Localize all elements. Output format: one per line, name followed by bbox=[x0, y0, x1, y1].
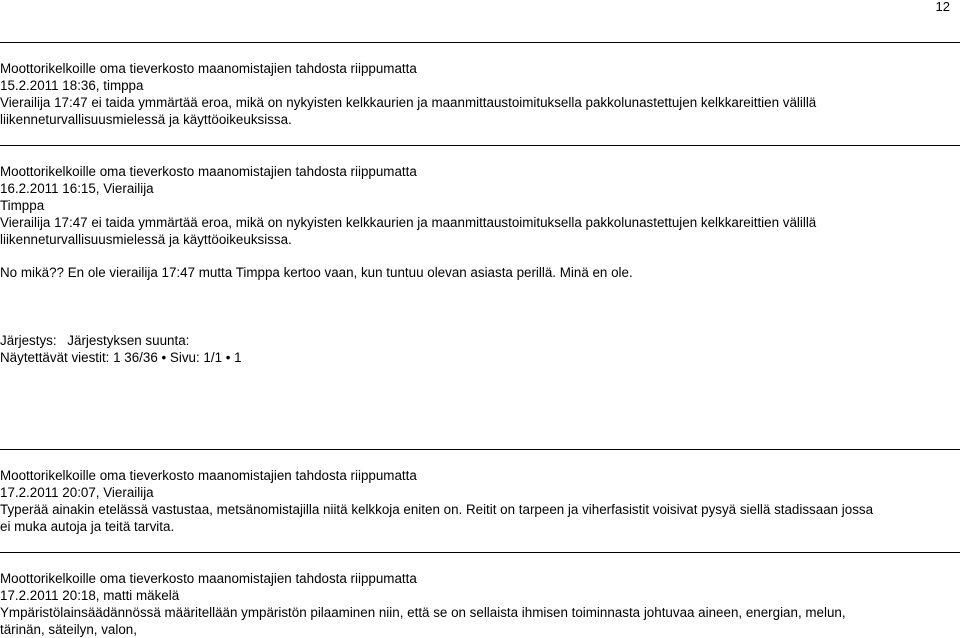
post-meta: 15.2.2011 18:36, timppa bbox=[0, 78, 144, 93]
sort-row bbox=[0, 332, 189, 349]
post-body-line: Ympäristölainsäädännössä määritellään ympäristön pilaaminen niin, että se on sellaista ihmisen toiminnasta johtuvaa aineen, energian, melun, bbox=[0, 605, 846, 620]
post-body-line: tärinän, säteilyn, valon, bbox=[0, 622, 137, 637]
post-body-line: liikenneturvallisuusmielessä ja käyttöoikeuksissa. bbox=[0, 112, 292, 127]
divider bbox=[0, 449, 960, 450]
post-title[interactable]: Moottorikelkoille oma tieverkosto maanomistajien tahdosta riippumatta bbox=[0, 571, 417, 586]
sort-label[interactable]: Järjestys: bbox=[0, 333, 57, 348]
post-title[interactable]: Moottorikelkoille oma tieverkosto maanomistajien tahdosta riippumatta bbox=[0, 61, 417, 76]
post-meta: 16.2.2011 16:15, Vierailija bbox=[0, 181, 154, 196]
quote-line: Vierailija 17:47 ei taida ymmärtää eroa, mikä on nykyisten kelkkaurien ja maanmittaustoimituksella pakkolunastettujen kelkkareittien välillä bbox=[0, 215, 817, 230]
quote-line: liikenneturvallisuusmielessä ja käyttöoikeuksissa. bbox=[0, 232, 292, 247]
sort-direction-label[interactable]: Järjestyksen suunta: bbox=[67, 333, 190, 348]
post-title[interactable]: Moottorikelkoille oma tieverkosto maanomistajien tahdosta riippumatta bbox=[0, 164, 417, 179]
post-body-line: Vierailija 17:47 ei taida ymmärtää eroa, mikä on nykyisten kelkkaurien ja maanmittaustoimituksella pakkolunastettujen kelkkareittien välillä bbox=[0, 95, 817, 110]
post-title[interactable]: Moottorikelkoille oma tieverkosto maanomistajien tahdosta riippumatta bbox=[0, 468, 417, 483]
divider bbox=[0, 145, 960, 146]
page-number: 12 bbox=[935, 0, 950, 14]
post-reply: No mikä?? En ole vierailija 17:47 mutta Timppa kertoo vaan, kun tuntuu olevan asiasta perillä. Minä en ole. bbox=[0, 265, 633, 280]
divider bbox=[0, 552, 960, 553]
post-meta: 17.2.2011 20:07, Vierailija bbox=[0, 485, 154, 500]
post-body-line: Typerää ainakin etelässä vastustaa, metsänomistajilla niitä kelkkoja eniten on. Reitit on tarpeen ja viherfasistit voisivat pysyä siellä stadissaan jossa bbox=[0, 502, 874, 517]
post-body-line: ei muka autoja ja teitä tarvita. bbox=[0, 519, 175, 534]
post-meta: 17.2.2011 20:18, matti mäkelä bbox=[0, 588, 180, 603]
quote-author: Timppa bbox=[0, 198, 45, 213]
divider bbox=[0, 42, 960, 43]
pagination-info: Näytettävät viestit: 1 36/36 • Sivu: 1/1 • 1 bbox=[0, 350, 242, 365]
